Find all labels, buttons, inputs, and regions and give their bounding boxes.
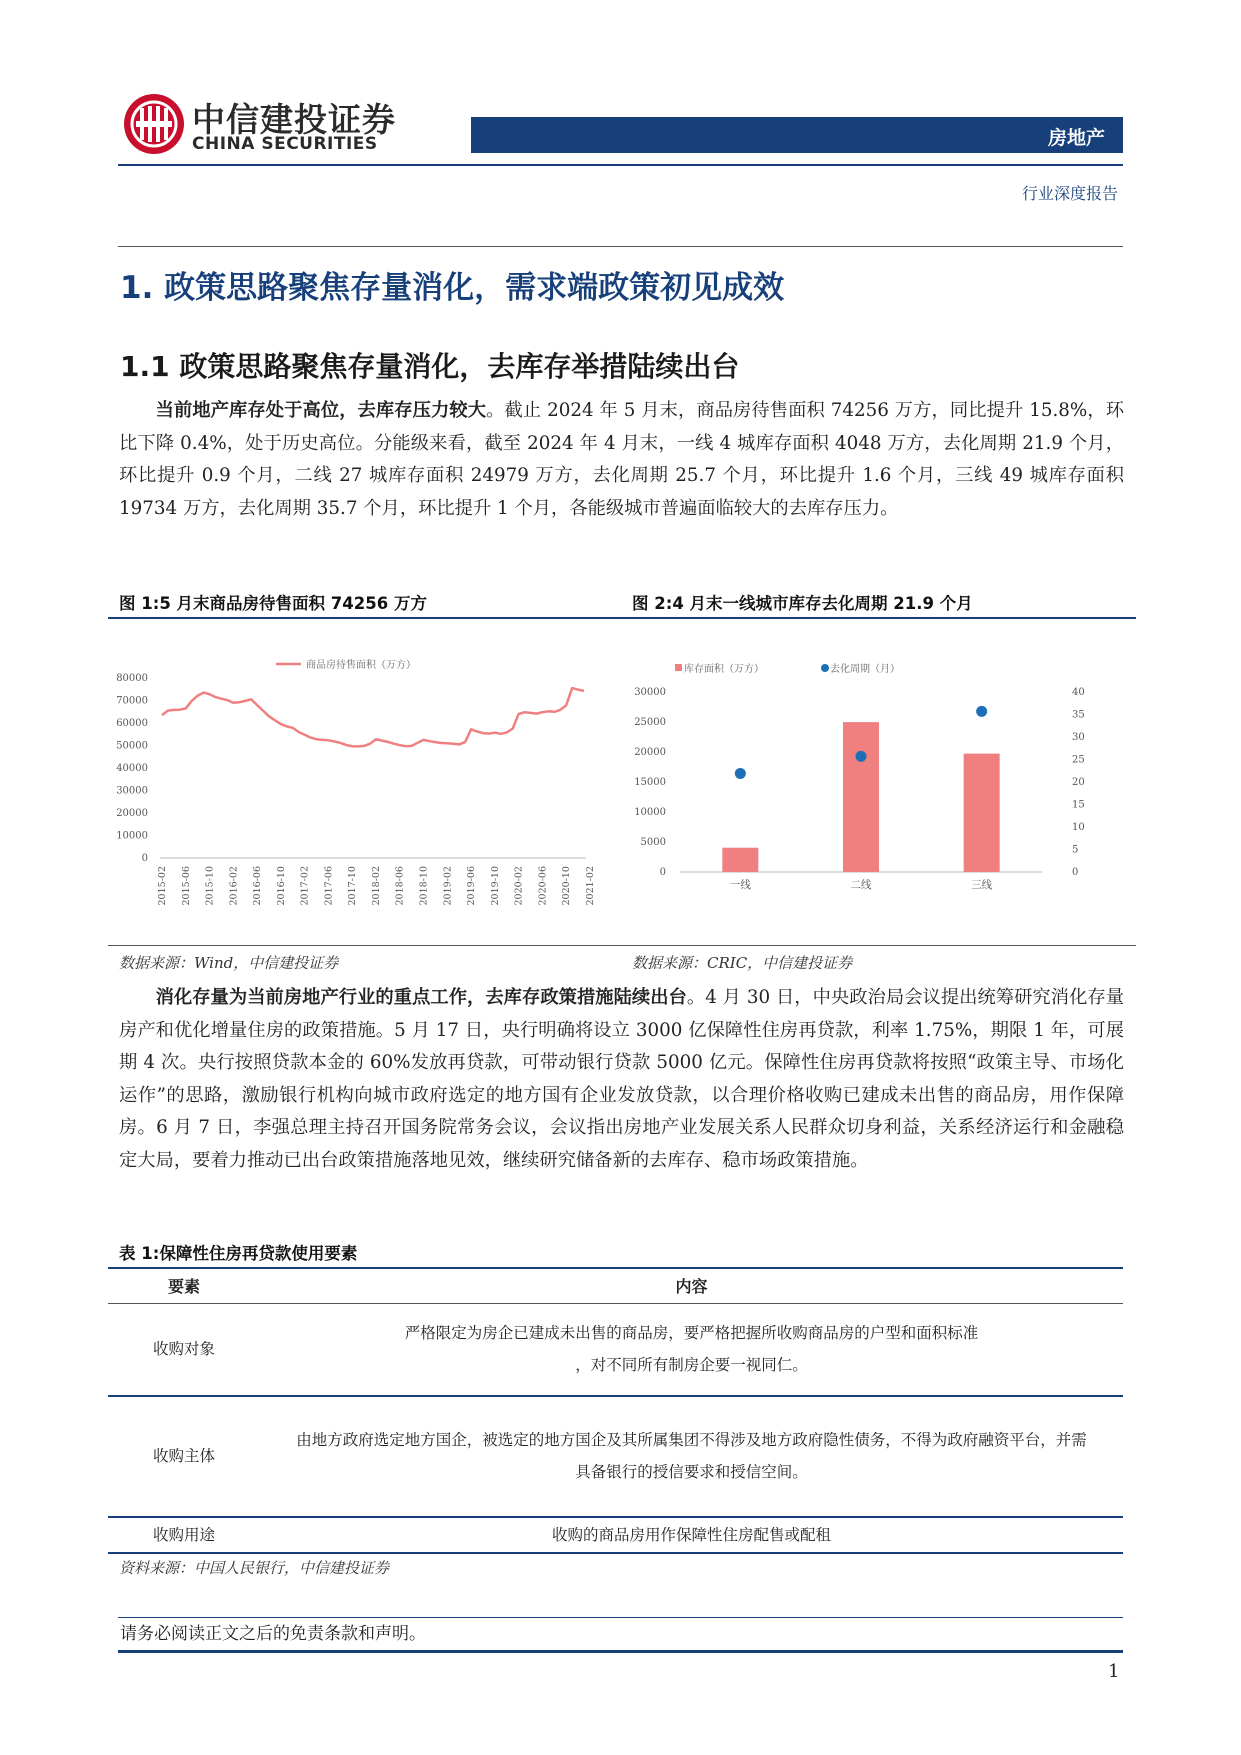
category-label: 二线 [850, 879, 872, 891]
paragraph-policy [119, 982, 1124, 1177]
section-divider [118, 246, 1123, 247]
y-tick-label: 30000 [116, 785, 148, 797]
legend-swatch [821, 664, 829, 672]
bar [964, 754, 1000, 872]
paragraph-body: 。4 月 30 日，中央政治局会议提出统筹研究消化存量房产和优化增量住房的政策措施。5 月 17 日，央行明确将设立 3000 亿保障性住房再贷款，利率 1.75%，期限 1 年，可展期 4 次。央行按照贷款本金的 60%发放再贷款，可带动银行贷款 5000 亿元。保障性住房再贷款将按照“政策主导、市场化运作”的思路，激励银行机构向城市政府选定的地方国有企业发放贷款，以合理价格收购已建成未出售的商品房，用作保障房。6 月 7 日，李强总理主持召开国务院常务会议，会议指出房地产业发展关系人民群众切身利益，关系经济运行和金融稳定大局，要着力推动已出台政策措施落地见效，继续研究储备新的去库存、稳市场政策措施。 [119, 987, 1124, 1171]
y-left-tick-label: 20000 [634, 747, 666, 758]
y-right-tick-label: 10 [1072, 822, 1085, 833]
x-tick-label: 2015-10 [204, 866, 216, 906]
x-tick-label: 2019-06 [466, 866, 478, 906]
legend-label: 商品房待售面积（万方） [306, 660, 416, 671]
category-label: 一线 [729, 879, 751, 891]
chart-inventory-by-tier [632, 660, 1102, 935]
x-tick-label: 2017-02 [299, 866, 311, 906]
paragraph-lead: 当前地产库存处于高位，去库存压力较大 [155, 400, 487, 421]
y-tick-label: 40000 [116, 763, 148, 774]
figure-bottom-rule [108, 945, 1136, 946]
figure-1-source: 数据来源：Wind，中信建投证券 [119, 954, 339, 972]
x-tick-label: 2016-02 [228, 866, 240, 906]
table-cell-value [260, 1304, 1123, 1396]
scatter-point [735, 768, 746, 779]
table-row [108, 1517, 1123, 1553]
table-title: 表 1:保障性住房再贷款使用要素 [119, 1244, 358, 1263]
logo-name-en: CHINA SECURITIES [192, 134, 378, 154]
table-cell-value: 收购的商品房用作保障性住房配售或配租 [260, 1517, 1123, 1553]
figure-1-title: 图 1:5 月末商品房待售面积 74256 万方 [119, 594, 427, 613]
x-tick-label: 2018-10 [418, 866, 430, 906]
logo-emblem-icon [122, 92, 186, 156]
figure-rule [108, 617, 1136, 619]
x-tick-label: 2020-06 [537, 866, 549, 906]
x-tick-label: 2017-06 [323, 866, 335, 906]
x-tick-label: 2020-10 [561, 866, 573, 906]
x-tick-label: 2016-10 [275, 866, 287, 906]
scatter-point [976, 706, 987, 717]
sector-banner [471, 117, 1123, 153]
x-tick-label: 2021-02 [584, 866, 596, 906]
paragraph-body: 。截止 2024 年 5 月末，商品房待售面积 74256 万方，同比提升 15.8%，环比下降 0.4%，处于历史高位。分能级来看，截至 2024 年 4 月末，一线 4 城库存面积 4048 万方，去化周期 21.9 个月，环比提升 0.9 个月，二线 27 城库存面积 24979 万方，去化周期 25.7 个月，环比提升 1.6 个月，三线 49 城库存面积 19734 万方，去化周期 35.7 个月，环比提升 1 个月，各能级城市普遍面临较大的去库存压力。 [119, 400, 1124, 519]
y-right-tick-label: 0 [1072, 867, 1079, 878]
figure-2-source: 数据来源：CRIC，中信建投证券 [632, 954, 853, 972]
chart-unsold-area [108, 640, 608, 925]
table-cell-value [260, 1396, 1123, 1517]
y-left-tick-label: 0 [659, 867, 666, 878]
y-tick-label: 20000 [116, 808, 148, 819]
table-cell-key: 收购主体 [108, 1396, 260, 1517]
cell-line: 严格限定为房企已建成未出售的商品房，要严格把握所收购商品房的户型和面积标准 [404, 1324, 979, 1343]
page-number: 1 [1108, 1661, 1120, 1682]
company-logo [122, 92, 402, 162]
cell-line: 由地方政府选定地方国企，被选定的地方国企及其所属集团不得涉及地方政府隐性债务，不得为政府融资平台，并需 [296, 1431, 1087, 1449]
y-right-tick-label: 15 [1072, 799, 1085, 811]
paragraph-lead: 消化存量为当前房地产行业的重点工作，去库存政策措施陆续出台 [155, 987, 687, 1008]
y-left-tick-label: 30000 [634, 687, 666, 698]
x-tick-label: 2018-02 [370, 866, 382, 906]
table-header-cell: 要素 [108, 1267, 260, 1304]
table-source: 资料来源：中国人民银行，中信建投证券 [119, 1559, 390, 1577]
report-type: 行业深度报告 [1021, 184, 1118, 203]
bar [722, 848, 758, 872]
y-left-tick-label: 10000 [634, 807, 666, 818]
y-tick-label: 70000 [116, 695, 148, 707]
y-right-tick-label: 25 [1072, 754, 1085, 766]
x-tick-label: 2018-06 [394, 866, 406, 906]
section-heading: 1. 政策思路聚焦存量消化，需求端政策初见成效 [120, 270, 785, 306]
table-cell-key: 收购对象 [108, 1304, 260, 1396]
cell-line: ，对不同所有制房企要一视同仁。 [575, 1356, 808, 1375]
header-divider [118, 164, 1123, 166]
y-tick-label: 80000 [116, 673, 148, 684]
y-right-tick-label: 5 [1072, 844, 1079, 856]
subsection-heading: 1.1 政策思路聚焦存量消化，去库存举措陆续出台 [120, 350, 740, 383]
legend-label: 库存面积（万方） [684, 664, 764, 675]
series-line [162, 688, 584, 746]
figure-2-title: 图 2:4 月末一线城市库存去化周期 21.9 个月 [632, 594, 973, 613]
legend-label: 去化周期（月） [830, 664, 900, 675]
y-right-tick-label: 35 [1072, 709, 1085, 721]
y-left-tick-label: 15000 [634, 777, 666, 788]
table-header-cell: 内容 [260, 1267, 1123, 1304]
x-tick-label: 2020-02 [513, 866, 525, 906]
y-right-tick-label: 40 [1072, 687, 1085, 698]
x-tick-label: 2019-10 [489, 866, 501, 906]
x-tick-label: 2017-10 [347, 866, 359, 906]
x-tick-label: 2019-02 [442, 866, 454, 906]
bar [843, 722, 879, 872]
y-tick-label: 50000 [116, 740, 148, 752]
table-header-row [108, 1267, 1123, 1304]
footer-top-rule [118, 1617, 1123, 1618]
footer-rule [118, 1650, 1123, 1653]
y-right-tick-label: 30 [1072, 732, 1085, 743]
table-cell-key: 收购用途 [108, 1517, 260, 1553]
logo-name-cn: 中信建投证券 [192, 100, 396, 139]
table-row [108, 1304, 1123, 1396]
policy-table [108, 1267, 1123, 1554]
y-right-tick-label: 20 [1072, 777, 1085, 788]
y-tick-label: 10000 [116, 830, 148, 842]
cell-line: 具备银行的授信要求和授信空间。 [575, 1463, 808, 1481]
table-row [108, 1396, 1123, 1517]
y-tick-label: 60000 [116, 718, 148, 729]
x-tick-label: 2015-02 [157, 866, 168, 906]
legend-swatch [675, 664, 682, 671]
y-tick-label: 0 [141, 853, 148, 864]
sector-label: 房地产 [1047, 127, 1105, 149]
y-left-tick-label: 5000 [640, 837, 666, 848]
scatter-point [856, 751, 867, 762]
y-left-tick-label: 25000 [634, 717, 666, 728]
disclaimer: 请务必阅读正文之后的免责条款和声明。 [120, 1624, 426, 1644]
category-label: 三线 [971, 879, 993, 891]
x-tick-label: 2016-06 [252, 866, 264, 906]
paragraph-inventory [119, 395, 1124, 525]
x-tick-label: 2015-06 [180, 866, 192, 906]
